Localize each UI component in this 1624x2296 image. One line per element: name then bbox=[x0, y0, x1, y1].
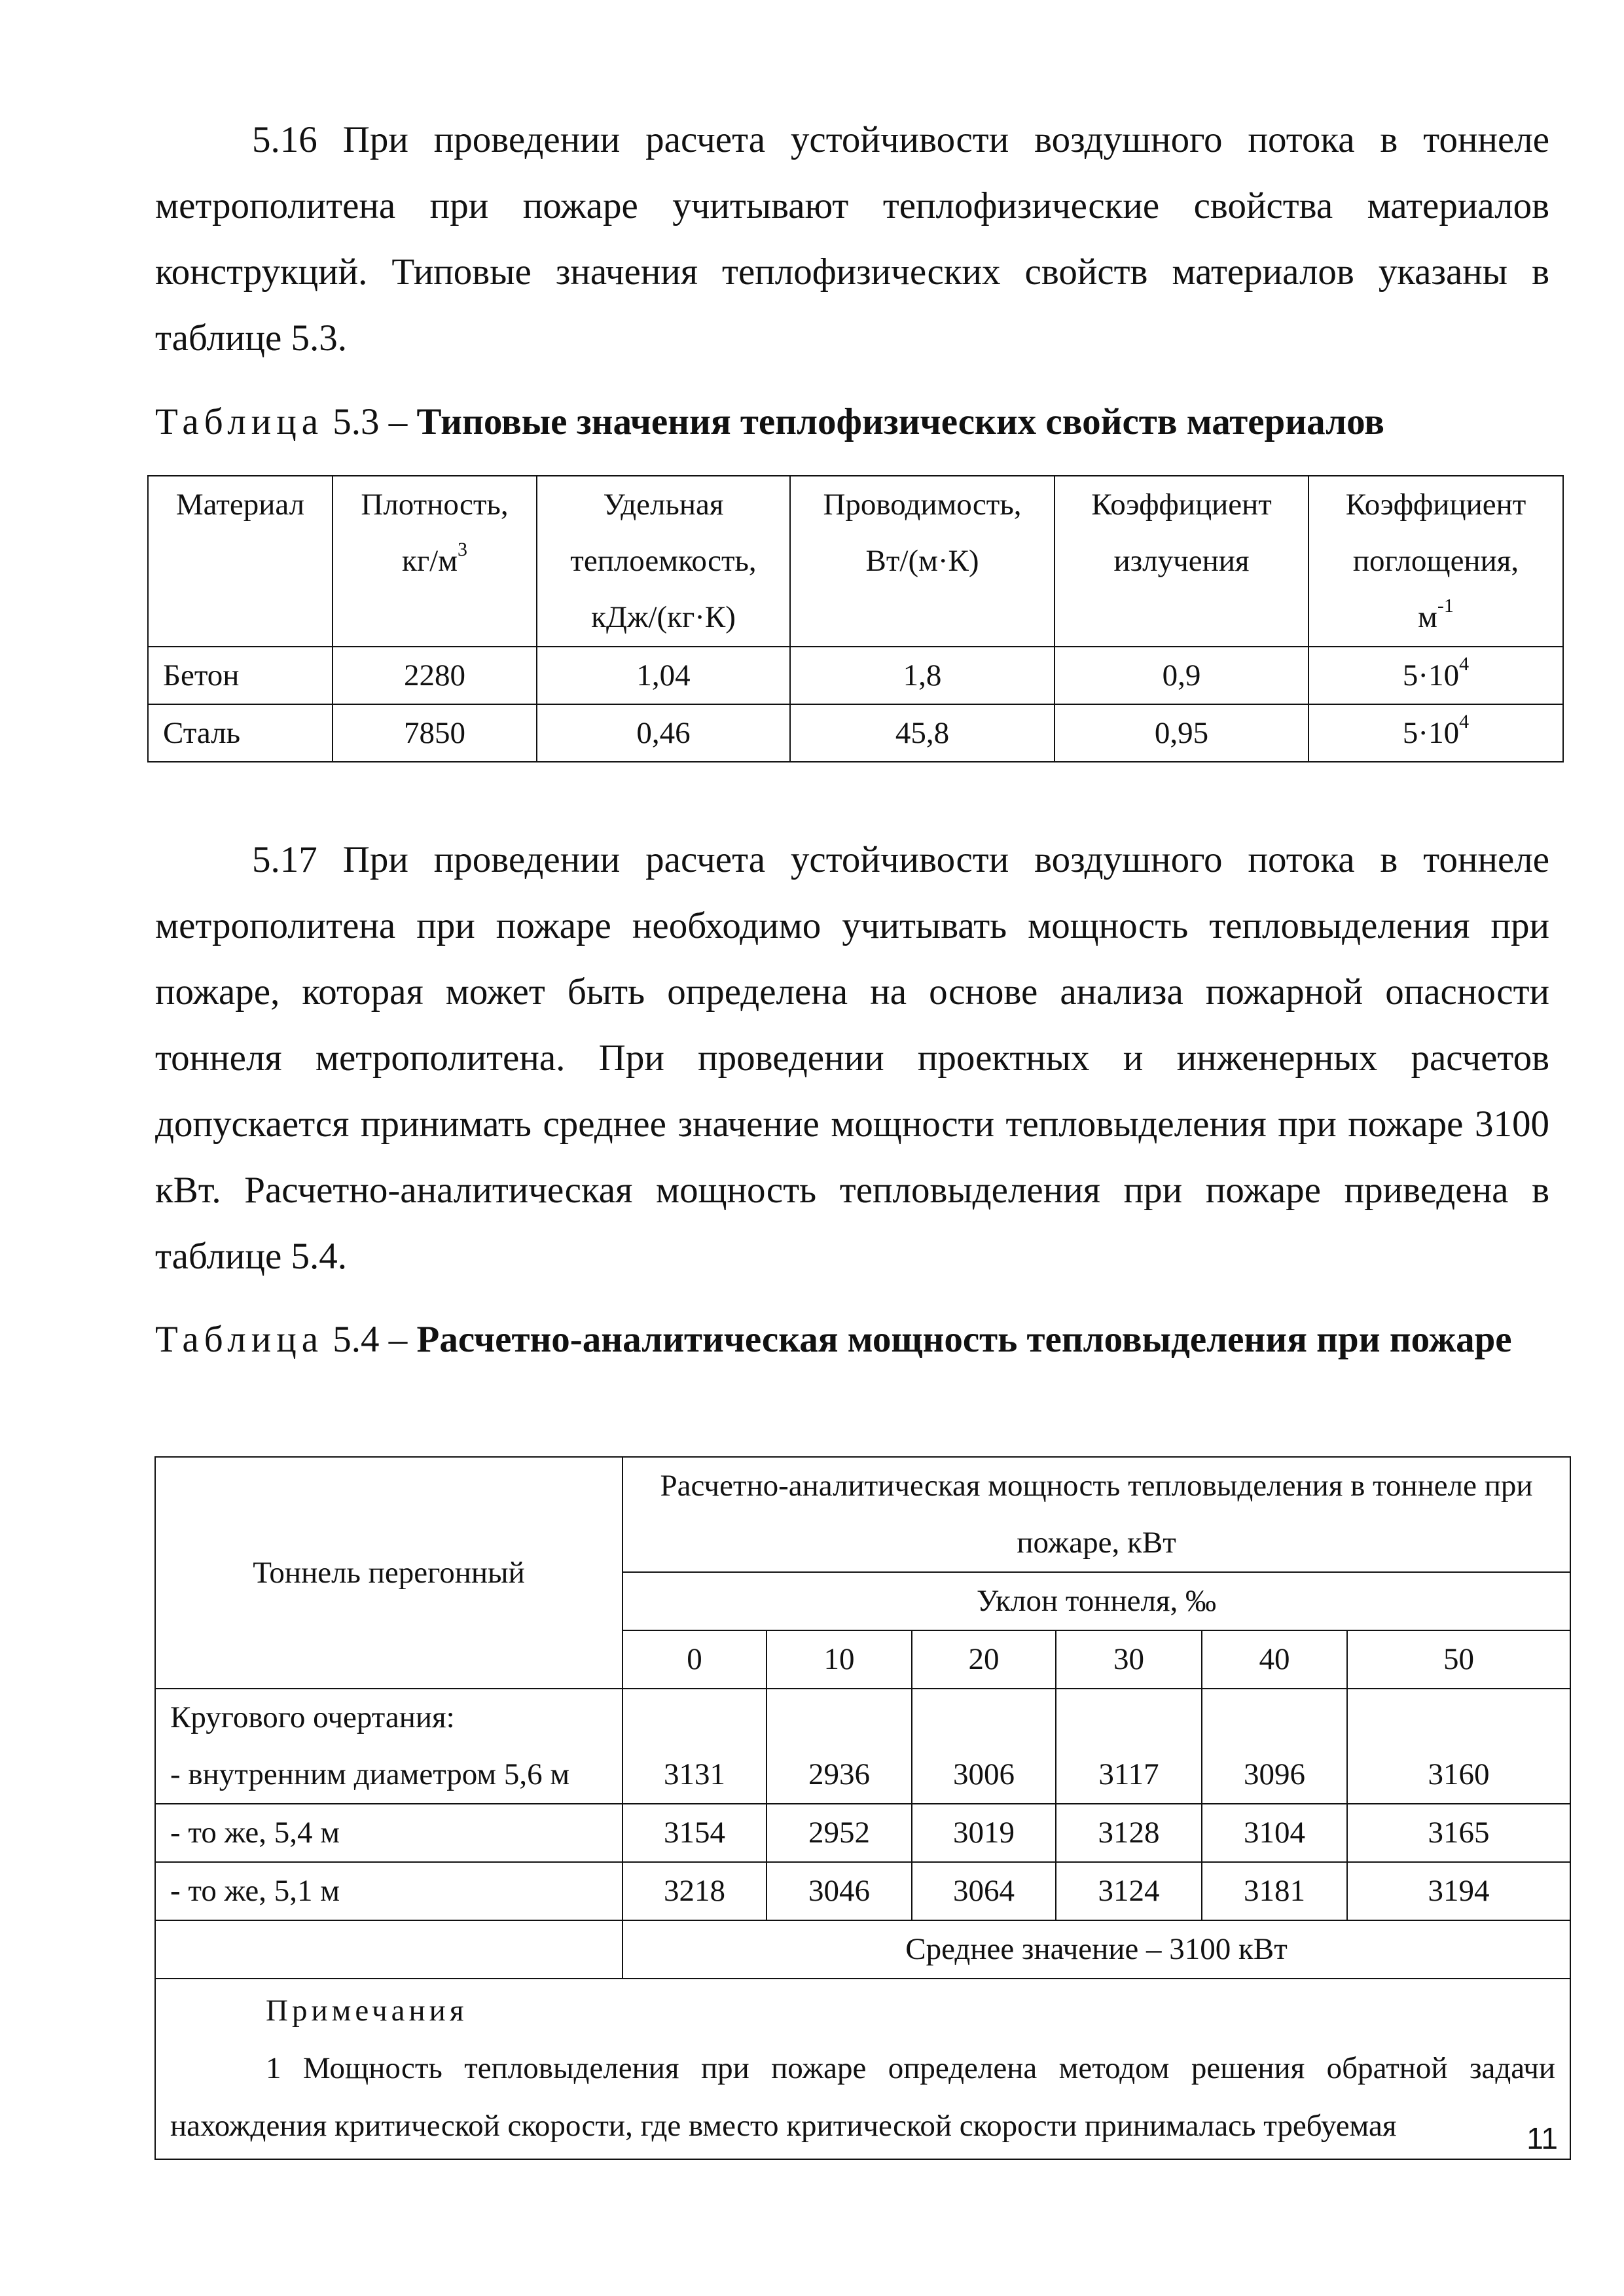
cell-emission: 0,95 bbox=[1055, 704, 1308, 762]
page-number: 11 bbox=[1526, 2121, 1558, 2155]
cell-value: 3181 bbox=[1202, 1862, 1347, 1920]
table-row bbox=[155, 1804, 1570, 1862]
header-conductivity: Проводимость, Вт/(м·К) bbox=[790, 476, 1055, 647]
paragraph-5-17 bbox=[155, 827, 1549, 1289]
cell-value: 3124 bbox=[1056, 1862, 1202, 1920]
caption-label: Таблица bbox=[155, 401, 324, 442]
cell-value: 3096 bbox=[1202, 1689, 1347, 1804]
caption-title: Типовые значения теплофизических свойств материалов bbox=[416, 401, 1384, 442]
cell-density: 2280 bbox=[333, 647, 537, 704]
cell-value: 3064 bbox=[912, 1862, 1056, 1920]
cell-value: 2936 bbox=[767, 1689, 912, 1804]
notes bbox=[155, 1979, 1570, 2159]
cell-value: 3019 bbox=[912, 1804, 1056, 1862]
cell-material: Сталь bbox=[148, 704, 333, 762]
paragraph-text: При проведении расчета устойчивости воздушного потока в тоннеле метрополитена при пожаре необходимо учитывать мощность тепловыделения при пожаре, которая может быть определена на основе анализа пожарной опасности тоннеля метрополитена. При проведении проектных и инженерных расчетов допускается принимать среднее значение мощности тепловыделения при пожаре 3100 кВт. Расчетно-аналитическая мощность тепловыделения при пожаре приведена в таблице 5.4. bbox=[155, 839, 1549, 1277]
table-row bbox=[155, 1689, 1570, 1804]
average-value: Среднее значение – 3100 кВт bbox=[623, 1920, 1570, 1979]
cell-value: 3104 bbox=[1202, 1804, 1347, 1862]
cell-density: 7850 bbox=[333, 704, 537, 762]
caption-number: 5.4 – bbox=[333, 1319, 408, 1360]
cell-value: 3128 bbox=[1056, 1804, 1202, 1862]
cell-value: 3160 bbox=[1347, 1689, 1570, 1804]
cell-conductivity: 45,8 bbox=[790, 704, 1055, 762]
cell-value: 2952 bbox=[767, 1804, 912, 1862]
cell-conductivity: 1,8 bbox=[790, 647, 1055, 704]
paragraph-number: 5.16 bbox=[252, 119, 317, 160]
cell-value: 3218 bbox=[623, 1862, 767, 1920]
table-row bbox=[148, 704, 1563, 762]
header-slope-value: 10 bbox=[767, 1630, 912, 1689]
header-heat-capacity: Удельная теплоемкость, кДж/(кг·К) bbox=[537, 476, 790, 647]
header-density: Плотность, $кг/м^3$ bbox=[333, 476, 537, 647]
header-slope-value: 30 bbox=[1056, 1630, 1202, 1689]
caption-title: Расчетно-аналитическая мощность тепловыделения при пожаре bbox=[416, 1319, 1512, 1360]
cell-absorption: $5\cdot 10^4$ bbox=[1308, 704, 1563, 762]
cell-value: 3006 bbox=[912, 1689, 1056, 1804]
header-absorption: Коэффициент поглощения, $м^{-1}$ bbox=[1308, 476, 1563, 647]
cell-heat-capacity: 0,46 bbox=[537, 704, 790, 762]
paragraph-text: При проведении расчета устойчивости воздушного потока в тоннеле метрополитена при пожаре учитывают теплофизические свойства материалов конструкций. Типовые значения теплофизических свойств материалов указаны в таблице 5.3. bbox=[155, 119, 1549, 359]
table-header-row bbox=[148, 476, 1563, 647]
header-power: Расчетно-аналитическая мощность тепловыделения в тоннеле при пожаре, кВт bbox=[623, 1457, 1570, 1572]
notes-row bbox=[155, 1979, 1570, 2159]
paragraph-5-16 bbox=[155, 107, 1549, 371]
table-5-3-caption bbox=[155, 389, 1549, 455]
row-label: Кругового очертания: - внутренним диаметром 5,6 м bbox=[155, 1689, 623, 1804]
cell-value: 3154 bbox=[623, 1804, 767, 1862]
table-row bbox=[148, 647, 1563, 704]
cell-value: 3131 bbox=[623, 1689, 767, 1804]
row-label: - то же, 5,4 м bbox=[155, 1804, 623, 1862]
table-5-3 bbox=[147, 475, 1564, 762]
notes-title: Примечания bbox=[266, 1994, 468, 2028]
header-slope-value: 20 bbox=[912, 1630, 1056, 1689]
row-label: - то же, 5,1 м bbox=[155, 1862, 623, 1920]
table-header-row bbox=[155, 1457, 1570, 1572]
table-row bbox=[155, 1920, 1570, 1979]
header-slope-value: 0 bbox=[623, 1630, 767, 1689]
header-slope-value: 40 bbox=[1202, 1630, 1347, 1689]
caption-number: 5.3 – bbox=[333, 401, 408, 442]
cell-value: 3165 bbox=[1347, 1804, 1570, 1862]
cell-emission: 0,9 bbox=[1055, 647, 1308, 704]
cell-value: 3046 bbox=[767, 1862, 912, 1920]
paragraph-number: 5.17 bbox=[252, 839, 317, 880]
header-emission: Коэффициент излучения bbox=[1055, 476, 1308, 647]
table-5-4-caption bbox=[155, 1306, 1549, 1372]
header-slope-value: 50 bbox=[1347, 1630, 1570, 1689]
caption-label: Таблица bbox=[155, 1319, 324, 1360]
header-tunnel: Тоннель перегонный bbox=[155, 1457, 623, 1689]
cell-absorption: $5\cdot 10^4$ bbox=[1308, 647, 1563, 704]
note-1: 1 Мощность тепловыделения при пожаре определена методом решения обратной задачи нахождения критической скорости, где вместо критической скорости принималась требуемая bbox=[170, 2051, 1556, 2143]
cell-value: 3117 bbox=[1056, 1689, 1202, 1804]
table-row bbox=[155, 1862, 1570, 1920]
header-material: Материал bbox=[148, 476, 333, 647]
empty-cell bbox=[155, 1920, 623, 1979]
cell-material: Бетон bbox=[148, 647, 333, 704]
cell-heat-capacity: 1,04 bbox=[537, 647, 790, 704]
cell-value: 3194 bbox=[1347, 1862, 1570, 1920]
table-5-4 bbox=[154, 1456, 1571, 2160]
header-slope: Уклон тоннеля, ‰ bbox=[623, 1572, 1570, 1630]
